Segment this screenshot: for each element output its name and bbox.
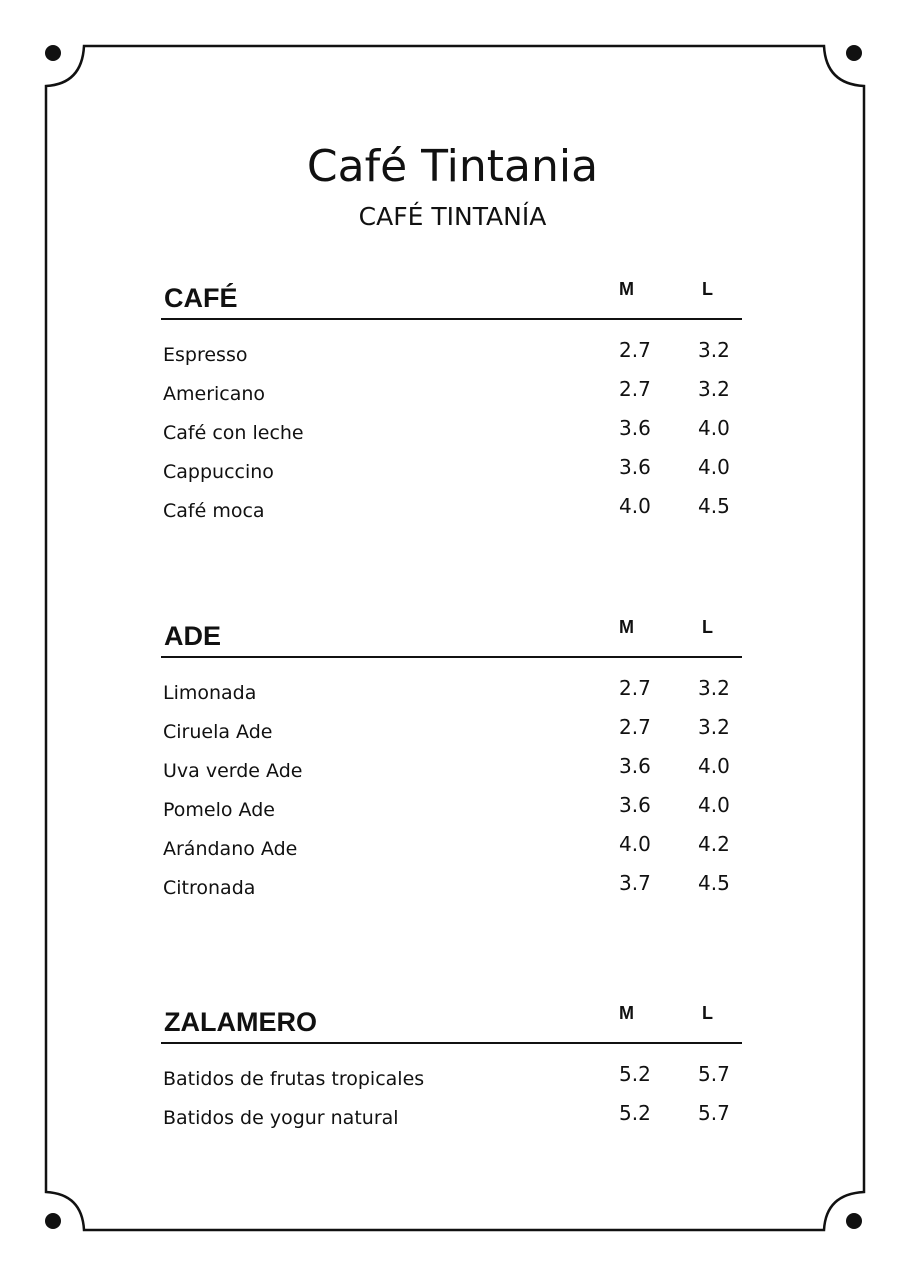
menu-item [161, 853, 742, 899]
menu-item [161, 437, 742, 483]
item-name: Americano [163, 383, 266, 405]
size-label-l: L [702, 1003, 713, 1023]
item-name: Espresso [163, 344, 248, 366]
item-list [161, 1044, 742, 1129]
item-name: Ciruela Ade [163, 721, 273, 743]
size-label-m: M [619, 617, 634, 637]
section-title: ZALAMERO [164, 1007, 317, 1037]
section-header [161, 996, 742, 1044]
price-large: 4.0 [698, 455, 730, 479]
item-name: Batidos de yogur natural [163, 1107, 399, 1129]
price-large: 3.2 [698, 715, 730, 739]
price-large: 4.0 [698, 793, 730, 817]
section-cafe [161, 272, 742, 522]
menu-item [161, 320, 742, 366]
section-ade [161, 610, 742, 899]
price-large: 4.0 [698, 416, 730, 440]
corner-dot-bottom-right [846, 1213, 862, 1229]
price-medium: 2.7 [619, 676, 651, 700]
price-medium: 4.0 [619, 494, 651, 518]
menu-item [161, 736, 742, 782]
menu-item [161, 1083, 742, 1129]
price-medium: 5.2 [619, 1062, 651, 1086]
menu-item [161, 775, 742, 821]
item-name: Café con leche [163, 422, 304, 444]
size-label-m: M [619, 279, 634, 299]
price-medium: 3.6 [619, 754, 651, 778]
price-medium: 2.7 [619, 377, 651, 401]
menu-item [161, 359, 742, 405]
item-name: Cappuccino [163, 461, 274, 483]
price-medium: 3.6 [619, 793, 651, 817]
price-medium: 2.7 [619, 715, 651, 739]
corner-dot-top-left [45, 45, 61, 61]
item-name: Café moca [163, 500, 265, 522]
menu-item [161, 814, 742, 860]
item-name: Citronada [163, 877, 256, 899]
price-large: 4.5 [698, 494, 730, 518]
corner-dot-bottom-left [45, 1213, 61, 1229]
menu-subtitle: CAFÉ TINTANÍA [358, 202, 547, 231]
price-large: 4.2 [698, 832, 730, 856]
price-medium: 3.6 [619, 416, 651, 440]
corner-dot-top-right [846, 45, 862, 61]
price-medium: 5.2 [619, 1101, 651, 1125]
menu-item [161, 697, 742, 743]
price-large: 5.7 [698, 1062, 730, 1086]
price-medium: 3.7 [619, 871, 651, 895]
section-zalamero [161, 996, 742, 1129]
item-name: Pomelo Ade [163, 799, 275, 821]
price-large: 3.2 [698, 377, 730, 401]
menu-title: Café Tintania [306, 141, 599, 192]
price-medium: 4.0 [619, 832, 651, 856]
item-list [161, 320, 742, 522]
size-label-l: L [702, 279, 713, 299]
item-name: Arándano Ade [163, 838, 298, 860]
item-name: Batidos de frutas tropicales [163, 1068, 425, 1090]
menu-item [161, 1044, 742, 1090]
size-label-l: L [702, 617, 713, 637]
size-label-m: M [619, 1003, 634, 1023]
price-large: 4.5 [698, 871, 730, 895]
item-name: Limonada [163, 682, 257, 704]
section-title: ADE [164, 621, 222, 651]
price-large: 5.7 [698, 1101, 730, 1125]
price-large: 3.2 [698, 676, 730, 700]
section-title: CAFÉ [164, 283, 238, 313]
menu-item [161, 476, 742, 522]
item-list [161, 658, 742, 899]
price-large: 3.2 [698, 338, 730, 362]
price-large: 4.0 [698, 754, 730, 778]
price-medium: 3.6 [619, 455, 651, 479]
item-name: Uva verde Ade [163, 760, 303, 782]
section-header [161, 610, 742, 658]
menu-item [161, 398, 742, 444]
section-header [161, 272, 742, 320]
menu-item [161, 658, 742, 704]
price-medium: 2.7 [619, 338, 651, 362]
